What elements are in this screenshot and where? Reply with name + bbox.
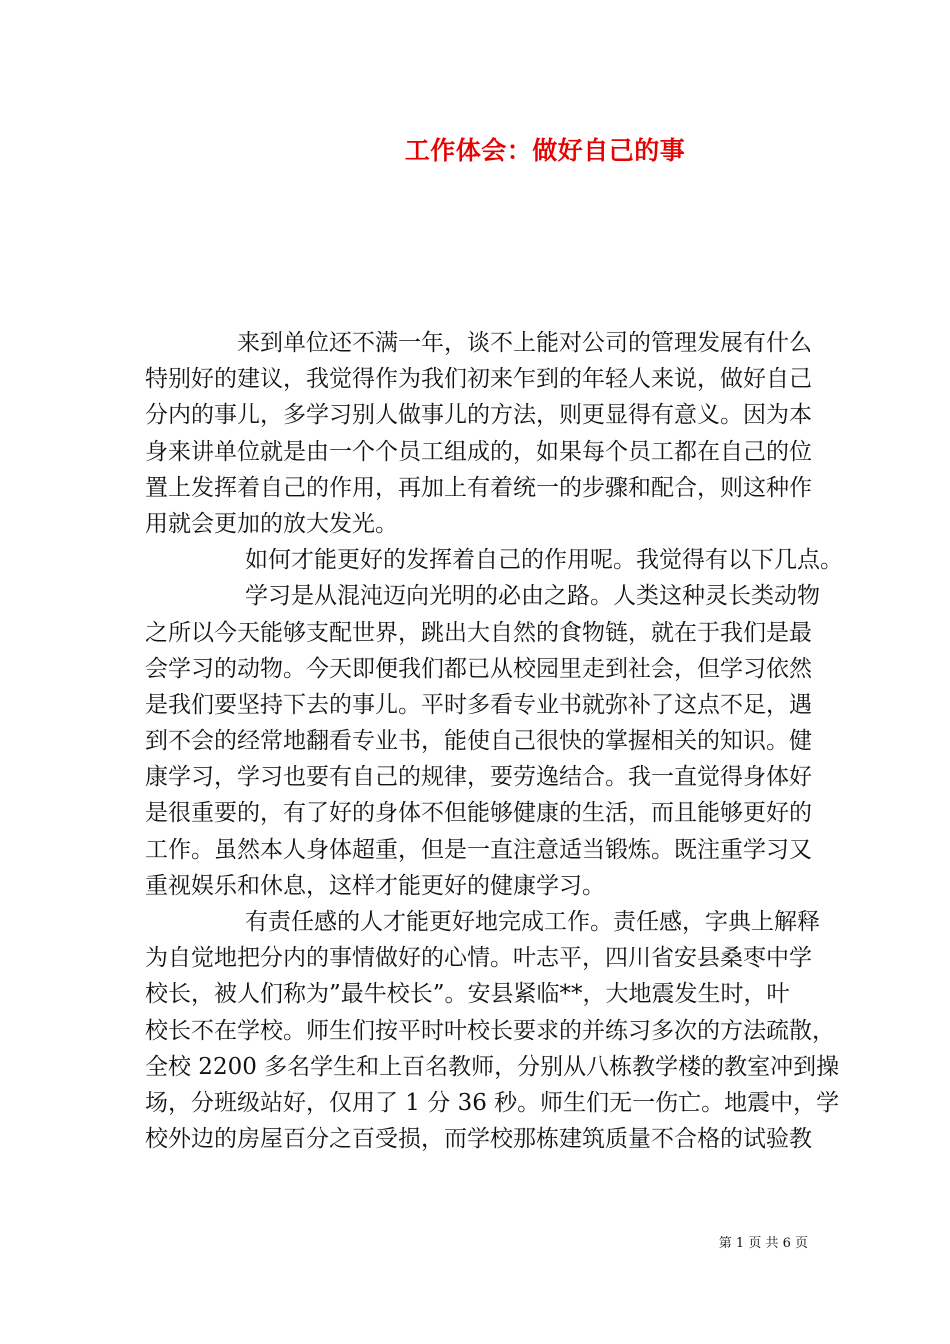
paragraph-line: 场，分班级站好，仅用了 1 分 36 秒。师生们无一伤亡。地震中，学: [145, 1089, 840, 1116]
paragraph-line: 全校 2200 多名学生和上百名教师，分别从八栋教学楼的教室冲到操: [145, 1053, 840, 1080]
paragraph-line: 是很重要的，有了好的身体不但能够健康的生活，而且能够更好的: [145, 800, 812, 827]
paragraph-line: 特别好的建议，我觉得作为我们初来乍到的年轻人来说，做好自己: [145, 366, 812, 393]
paragraph-line: 重视娱乐和休息，这样才能更好的健康学习。: [145, 872, 605, 899]
paragraph-line: 康学习，学习也要有自己的规律，要劳逸结合。我一直觉得身体好: [145, 764, 812, 791]
document-title: 工作体会：做好自己的事: [404, 136, 686, 165]
paragraph-line: 用就会更加的放大发光。: [145, 510, 398, 537]
paragraph-line: 校外边的房屋百分之百受损，而学校那栋建筑质量不合格的试验教: [145, 1126, 812, 1153]
page-number: 第 1 页 共 6 页: [718, 1236, 808, 1251]
paragraph-line: 之所以今天能够支配世界，跳出大自然的食物链，就在于我们是最: [145, 619, 812, 646]
paragraph-line: 是我们要坚持下去的事儿。平时多看专业书就弥补了这点不足，遇: [145, 691, 812, 718]
paragraph-line: 如何才能更好的发挥着自己的作用呢。我觉得有以下几点。: [245, 547, 843, 574]
paragraph-line: 到不会的经常地翻看专业书，能使自己很快的掌握相关的知识。健: [145, 728, 812, 755]
paragraph-line: 置上发挥着自己的作用，再加上有着统一的步骤和配合，则这种作: [145, 474, 812, 501]
paragraph-line: 校长不在学校。师生们按平时叶校长要求的并练习多次的方法疏散，: [145, 1017, 835, 1044]
paragraph-line: 工作。虽然本人身体超重，但是一直注意适当锻炼。既注重学习又: [145, 836, 812, 863]
paragraph-line: 学习是从混沌迈向光明的必由之路。人类这种灵长类动物: [245, 583, 820, 610]
paragraph-line: 为自觉地把分内的事情做好的心情。叶志平，四川省安县桑枣中学: [145, 945, 812, 972]
paragraph-line: 分内的事儿，多学习别人做事儿的方法，则更显得有意义。因为本: [145, 402, 812, 429]
paragraph-line: 来到单位还不满一年，谈不上能对公司的管理发展有什么: [237, 330, 812, 356]
paragraph-line: 校长，被人们称为”最牛校长”。安县紧临**，大地震发生时，叶: [145, 981, 790, 1008]
document-body: [145, 325, 843, 1157]
paragraph-line: 会学习的动物。今天即便我们都已从校园里走到社会，但学习依然: [145, 655, 812, 682]
paragraph-line: 有责任感的人才能更好地完成工作。责任感，字典上解释: [245, 909, 820, 935]
paragraph-line: 身来讲单位就是由一个个员工组成的，如果每个员工都在自己的位: [145, 438, 812, 465]
